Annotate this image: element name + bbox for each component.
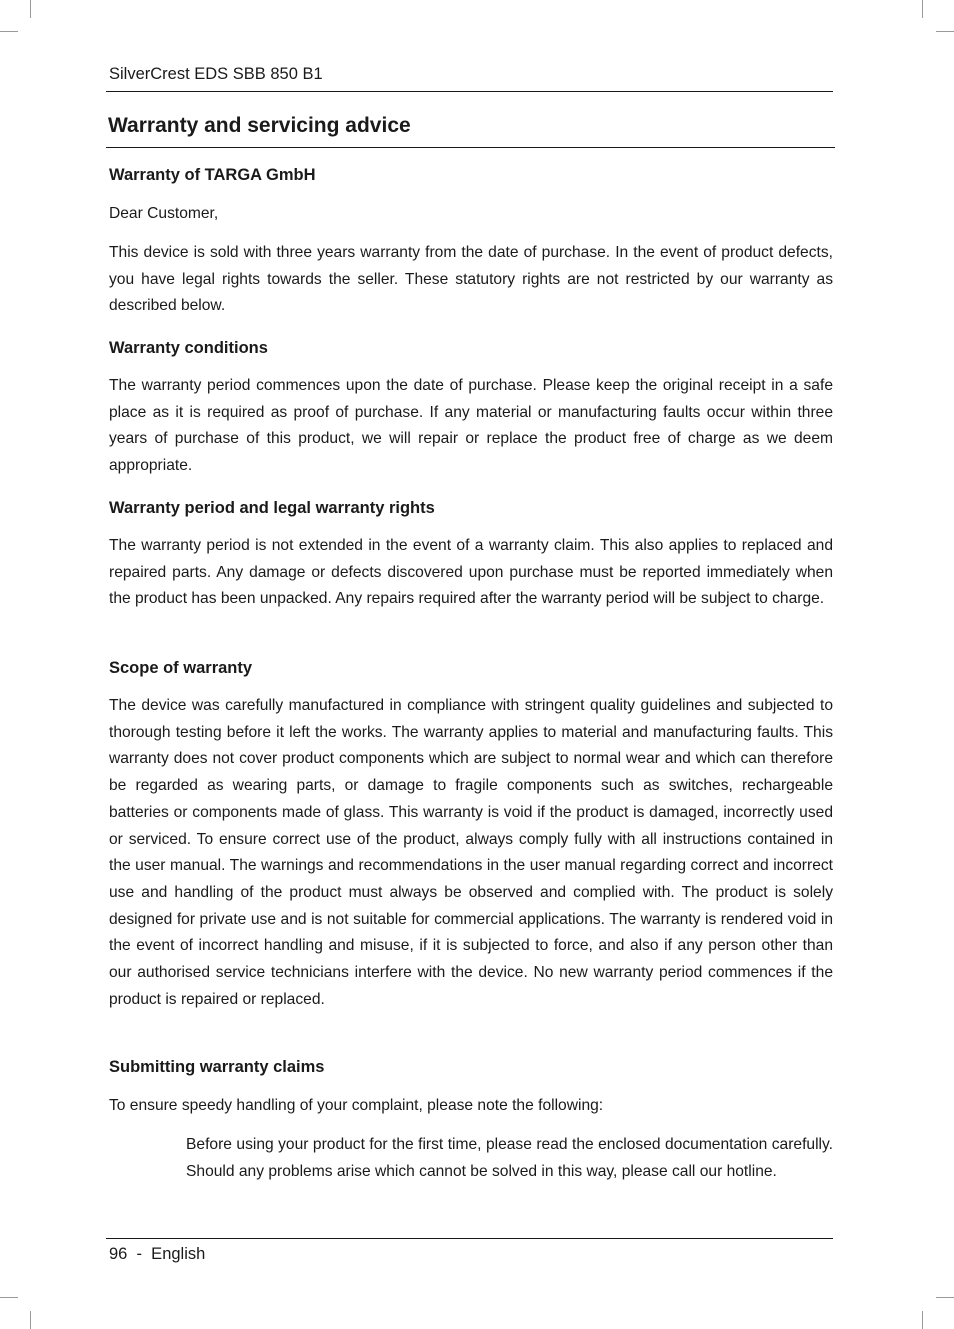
salutation: Dear Customer, [109, 205, 219, 222]
crop-mark-top-right-h [936, 31, 954, 32]
crop-mark-top-left [30, 0, 31, 18]
crop-mark-bottom-right-h [936, 1297, 954, 1298]
crop-mark-top-right [922, 0, 923, 18]
paragraph-claims-item-1: Before using your product for the first time, please read the enclosed documentation carefully. Should any problems arise which cannot be solved in this way, please call our hotline. [186, 1136, 833, 1180]
paragraph-warranty-conditions: The warranty period commences upon the date of purchase. Please keep the original receipt in a safe place as it is required as proof of purchase. If any material or manufacturing faults occur within three years of purchase of this product, we will repair or replace the product free of charge as we deem appropriate. [109, 377, 833, 475]
heading-warranty-conditions: Warranty conditions [109, 339, 268, 357]
heading-warranty-period: Warranty period and legal warranty rights [109, 499, 435, 517]
paragraph-claims-intro: To ensure speedy handling of your complaint, please note the following: [109, 1097, 604, 1114]
crop-mark-top-left-h [0, 31, 18, 32]
header-rule [106, 91, 833, 92]
heading-scope-of-warranty: Scope of warranty [109, 659, 253, 677]
paragraph-warranty-period: The warranty period is not extended in the event of a warranty claim. This also applies to replaced and repaired parts. Any damage or defects discovered upon purchase must be reported immediately when the product has been unpacked. Any repairs required after the warranty period will be subject to charge. [109, 537, 833, 608]
footer-rule [106, 1238, 833, 1239]
section-title-rule [106, 147, 835, 148]
crop-mark-bottom-left-h [0, 1297, 18, 1298]
heading-submitting-claims: Submitting warranty claims [109, 1058, 325, 1076]
section-title: Warranty and servicing advice [108, 114, 411, 137]
page-header-title: SilverCrest EDS SBB 850 B1 [109, 65, 323, 83]
paragraph-warranty-of: This device is sold with three years warranty from the date of purchase. In the event of product defects, you have legal rights towards the seller. These statutory rights are not restricted by our warranty as described below. [109, 244, 833, 315]
crop-mark-bottom-left [30, 1311, 31, 1329]
crop-mark-bottom-right [922, 1311, 923, 1329]
heading-warranty-of: Warranty of TARGA GmbH [109, 166, 316, 184]
paragraph-scope-of-warranty: The device was carefully manufactured in compliance with stringent quality guidelines and subjected to thorough testing before it left the works. The warranty applies to material and manufacturing faults. This warranty does not cover product components which are subject to normal wear and which can therefore be regarded as wearing parts, or damage to fragile components such as switches, rechargeable batteries or components made of glass. This warranty is void if the product is damaged, incorrectly used or serviced. To ensure correct use of the product, always comply fully with all instructions contained in the user manual. The warnings and recommendations in the user manual regarding correct and incorrect use and handling of the product must always be observed and complied with. The product is solely designed for private use and is not suitable for commercial applications. The warranty is rendered void in the event of incorrect handling and misuse, if it is subjected to force, and also if any person other than our authorised service technicians interfere with the device. No new warranty period commences if the product is repaired or replaced. [109, 697, 833, 1008]
page-footer-label: 96 - English [109, 1245, 206, 1263]
